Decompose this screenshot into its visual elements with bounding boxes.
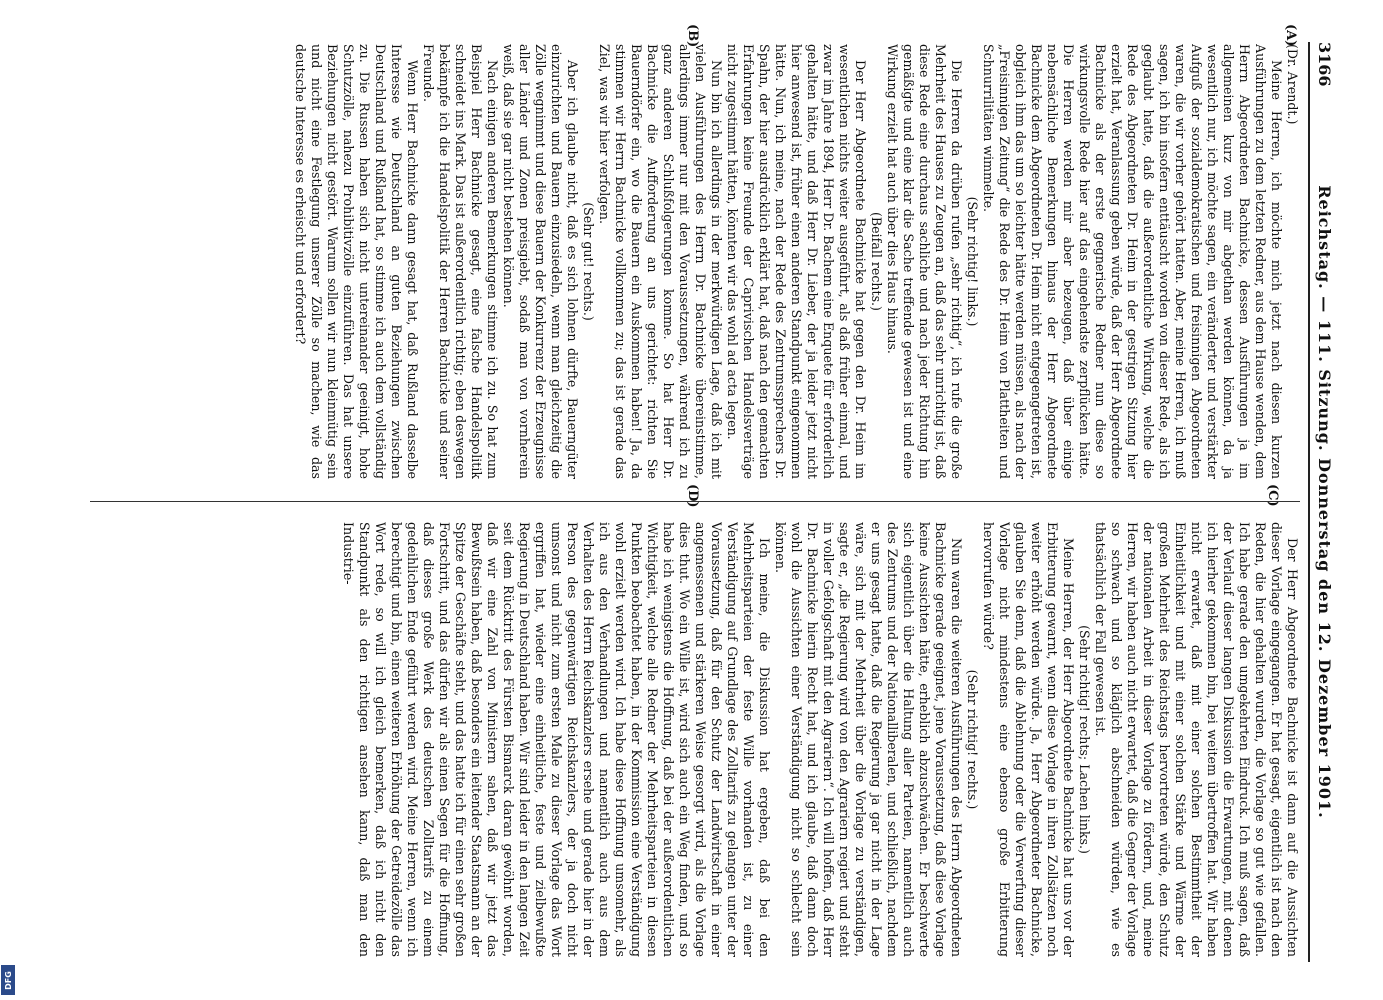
margin-mark-c: (C) — [1265, 484, 1280, 507]
interjection: (Sehr richtig! rechts.) — [965, 669, 980, 810]
margin-mark-b: (B) — [685, 24, 700, 48]
interjection: (Sehr gut! rechts.) — [581, 202, 596, 321]
speaker-label: (Dr. Arendt.) — [1285, 44, 1300, 125]
paragraph: Aber ich glaube nicht, daß es sich lohnen dürfte, Bauerngüter einzurichten und Bauern einzusiedeln, wenn man gleichzeitig die Zölle wegnimmt und diese Bauern der Konkurrenz der Erzeugnisse aller Länder und Zonen preisgiebt, sodaß man von vornherein weiß, daß sie gar nicht bestehen können. — [501, 44, 580, 479]
margin-mark-a: (A) — [1283, 24, 1298, 47]
scanned-page — [80, 22, 1340, 982]
page-number: 3166 — [1315, 42, 1334, 87]
interjection: (Beifall rechts.) — [869, 212, 884, 311]
paragraph: Meine Herren, ich möchte mich jetzt nach diesen kurzen Ausführungen zu dem letzten Redner, aus dem Hause wenden, dem Herrn Abgeordneten Bachnicke, dessen Ausführungen ja im allgemeinen kurz von mir abgethan werden können, da ja wesentlich nur, ich möchte sagen, ein veränderter und verstärkter Aufguß der sozialdemokratischen und freisinnigen Abgeordneten waren, die wir vorher gehört hatten. Aber, meine Herren, ich muß sagen, ich bin insofern enttäuscht worden von dieser Rede, als ich geglaubt hatte, daß die außerordentliche Wirkung, welche die Rede des Abgeordneten Dr. Heim in der gestrigen Sitzung hier erzielt hat, Veranlassung geben würde, daß der Herr Abgeordnete Bachnicke als der erste gegnerische Redner nun diese so wirkungsvolle Rede hier auf das eingehendste zerpflücken hätte. Die Herren werden mir aber bezeugen, daß über einige nebensächliche Bemerkungen hinaus der Herr Abgeordnete Bachnicke dem Abgeordneten Dr. Heim nicht entgegengetreten ist, obgleich ihm das um so leichter hätte werden müssen, als nach der „Freisinnigen Zeitung“ die Rede des Dr. Heim von Plattheiten und Schnurrilitäten wimmelte. — [981, 44, 1284, 479]
page-header — [1310, 42, 1336, 962]
page-title: Reichstag. — 111. Sitzung. Donnerstag den 12. Dezember 1901. — [1315, 185, 1334, 819]
dfg-logo-text: DFG — [3, 970, 13, 990]
interjection: (Sehr richtig! links.) — [965, 196, 980, 327]
paragraph: Ich meine, die Diskussion hat ergeben, daß bei den Mehrheitsparteien der feste Wille vorhanden ist, zu einer Verständigung auf Grundlage des Zolltarifs zu gelangen unter der Voraussetzung, daß für den Schutz der Landwirtschaft in einer angemessenen und stärkeren Weise gesorgt wird, als die Vorlage dies thut. Wo ein Wille ist, wird sich auch ein Weg finden, und so habe ich wenigstens die Hoffnung, daß bei der außerordentlichen Wichtigkeit, welche alle Redner der Mehrheitsparteien in diesen Punkten beobachtet haben, in der Kommission eine Verständigung wohl erzielt werden wird. Ich habe diese Hoffnung umsomehr, als ich aus den Verhandlungen und namentlich auch aus dem Verhalten des Herrn Reichskanzlers ersehe und gerade hier in der Person des gegenwärtigen Reichskanzlers, der ja doch nicht umsonst und nicht zum ersten Male zu dieser Vorlage das Wort ergriffen hat, wieder eine einheitliche, feste und zielbewußte Regierung in Deutschland haben. Wir sind leider in den langen Zeit seit dem Rücktritt des Fürsten Bismarck daran gewöhnt worden, daß wir eine Zahl von Ministern sahen, daß wir jetzt das Bewußtsein haben, daß besonders ein leitender Staatsmann an der Spitze der Geschäfte steht, und das hatte ich für einen sehr großen Fortschritt, und das dürfen wir als einen Segen für die Hoffnung, daß dieses große Werk des deutschen Zolltarifs zu einem gedeihlichen Ende geführt werden wird. Meine Herren, wenn ich berechtigt und bin, einen weiteren Erhöhung der Getreidezölle das Wort rede, so will ich gleich bemerken, daß ich nicht den Standpunkt als den richtigen ansehen kann, daß man den Industrie- — [341, 522, 772, 957]
paragraph: Nun waren die weiteren Ausführungen des Herrn Abgeordneten Bachnicke gerade geeignet, jene Voraussetzung, daß diese Vorlage keine Aussichten hätte, erheblich abzuschwächen. Er beschwerte sich eigentlich über die Haltung aller Parteien, namentlich auch des Zentrums und der Nationalliberalen, und schließlich, nachdem er uns gesagt hatte, daß die Regierung ja gar nicht in der Lage wäre, sich mit der Mehrheit über die Vorlage zu verständigen, sagte er, „die Regierung wird von den Agrariern regiert und steht in voller Gefolgschaft mit den Agrariern“. Ich will hoffen, daß Herr Dr. Bachnicke hierin Recht hat, und ich glaube, daß dann doch wohl die Aussichten einer Verständigung nicht so schlecht sein können. — [773, 522, 964, 957]
paragraph: Nach einigen anderen Bemerkungen stimme ich zu. So hat zum Beispiel Herr Bachnicke gesagt, eine falsche Handelspolitik schneidet ins Mark. Das ist außerordentlich richtig; eben deswegen bekämpfe ich die Handelspolitik der Herren Bachnicke und seiner Freunde. — [421, 44, 500, 479]
paragraph: Der Herr Abgeordnete Bachnicke hat gegen den Dr. Heim im wesentlichen nichts weiter ausgeführt, als daß früher einmal, und zwar im Jahre 1894, Herr Dr. Bachem eine Enquete für erforderlich gehalten hätte, und daß Herr Dr. Lieber, der ja leider jetzt nicht hier anwesend ist, früher einen anderen Standpunkt eingenommen hätte. Nun, ich meine, nach der Rede des Zentrumssprechers Dr. Spahn, der hier ausdrücklich erklärt hat, daß nach den gemachten Erfahrungen keine Freunde der Caprivischen Handelsverträge nicht zugestimmt hätten, könnten wir das wohl ad acta legen. — [725, 44, 868, 479]
dfg-logo-icon — [1, 965, 15, 995]
left-text-column — [100, 44, 1300, 479]
margin-mark-d: (D) — [685, 484, 700, 508]
column-divider — [90, 501, 1300, 502]
interjection: (Sehr richtig! rechts; Lachen links.) — [1077, 625, 1092, 854]
paragraph: Der Herr Abgeordnete Bachnicke ist dann auf die Aussichten dieser Vorlage eingegangen. Er hat gesagt, eigentlich ist nach den Reden, die hier gehalten wurden, die Vorlage so gut wie gefallen. Ich habe gerade den umgekehrten Eindruck. Ich muß sagen, daß der Verlauf dieser langen Diskussion die Erwartungen, mit denen ich hierher gekommen bin, bei weitem übertroffen hat. Wir haben nicht erwartet, daß mit einer solchen Bestimmtheit der Einheitlichkeit und mit einer solchen Stärke und Wärme der großen Mehrheit des Reichstags hervortreten würde, den Schutz der nationalen Arbeit in dieser Vorlage zu fördern, und, meine Herren, wir haben auch nicht erwartet, daß die Gegner der Vorlage so schwach und so kläglich abschneiden würden, wie es thatsächlich der Fall gewesen ist. — [1093, 522, 1300, 957]
header-rule — [1308, 42, 1310, 962]
paragraph: Wenn Herr Bachnicke dann gesagt hat, daß Rußland dasselbe Interesse wie Deutschland an guten Beziehungen zwischen Deutschland und Rußland hat, so stimme ich auch dem vollständig zu. Die Russen haben sich nicht untereinander geeinigt, hohe Schutzzölle, nahezu Prohibitivzölle einzuführen. Das hat unsere Beziehungen nicht gestört. Warum sollen wir nun kleinmütig sein und nicht eine Festlegung unserer Zölle so machen, wie das deutsche Interesse es erheischt und erfordert? — [293, 44, 420, 479]
right-text-column — [100, 522, 1300, 957]
paragraph: Die Herren da drüben rufen „sehr richtig“, ich rufe die große Mehrheit des Hauses zu Zeugen an, daß das sehr unrichtig ist, daß diese Rede eine durchaus sachliche und nach jeder Richtung hin gemäßigte und eine klar die Sache treffende gewesen ist und eine Wirkung erzielt hat auch über dies Haus hinaus. — [885, 44, 964, 479]
paragraph: Meine Herren, der Herr Abgeordnete Bachnicke hat uns vor der Erbitterung gewarnt, wenn diese Vorlage in ihren Zollsätzen noch weiter erhöht werden würde. Ja, Herr Abgeordneter Bachnicke, glauben Sie denn, daß die Ablehnung oder die Verwerfung dieser Vorlage nicht mindestens eine ebenso große Erbitterung hervorrufen würde? — [981, 522, 1076, 957]
paragraph: Nun bin ich allerdings in der merkwürdigen Lage, daß ich mit vielen Ausführungen des Herrn Dr. Bachnicke übereinstimme, allerdings immer nur mit den Voraussetzungen, während ich zu ganz anderen Schlußfolgerungen komme. So hat Herr Dr. Bachnicke die Aufforderung an uns gerichtet: richten Sie Bauerndörfer ein, wo die Bauern ein Auskommen haben! Ja, da stimmen wir Herrn Bachnicke vollkommen zu; das ist gerade das Ziel, was wir hier verfolgen. — [597, 44, 724, 479]
